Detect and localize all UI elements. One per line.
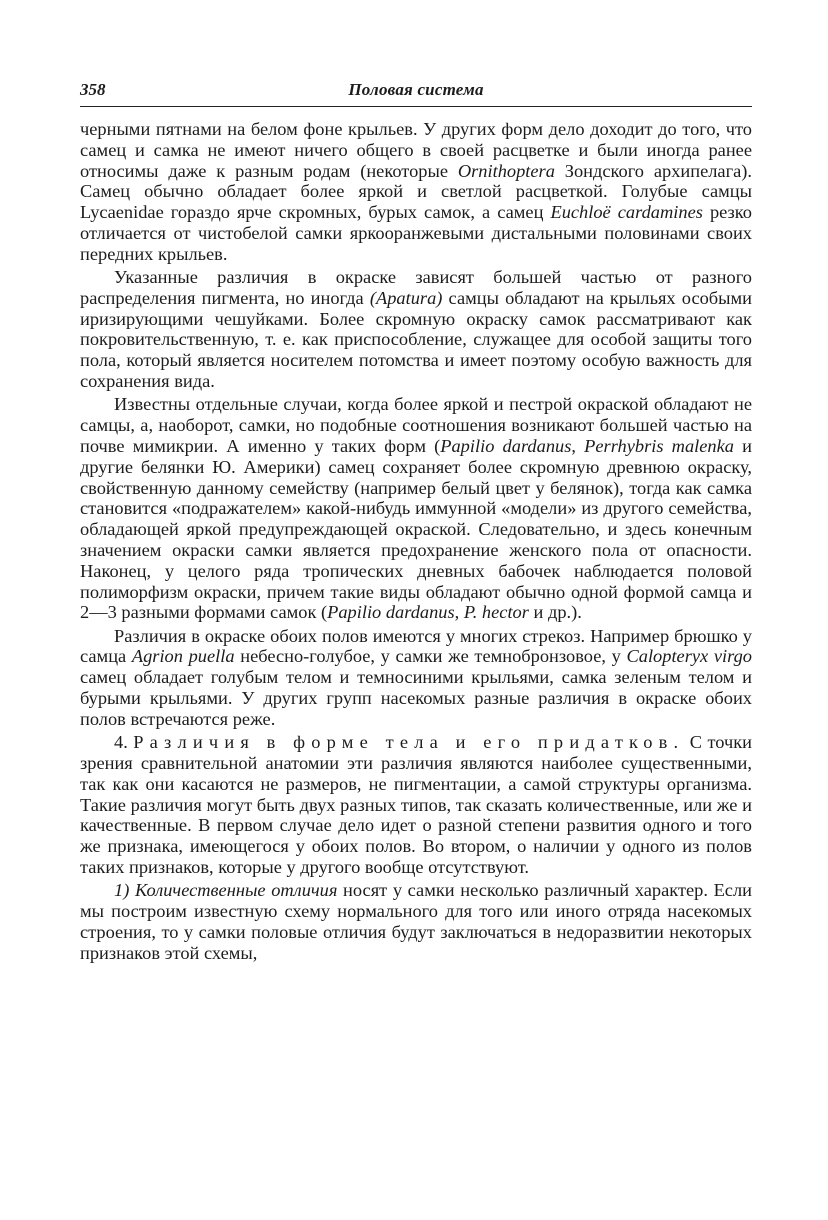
page-number: 358 bbox=[80, 80, 106, 99]
text-run: Известны отдельные случаи, когда более яркой и пестрой окраской обладают не самцы, а, наоборот, самки, но подобные соотношения возникают большей частью на почве мимикрии. А именно у таких форм ( bbox=[80, 394, 752, 456]
paragraph-6 bbox=[80, 880, 752, 963]
body-text bbox=[80, 119, 752, 963]
section-heading: Различия в форме тела и его придатков. bbox=[133, 732, 685, 753]
text-run: резко отличается от чистобелой самки яркооранжевыми дистальными половинами своих передних крыльев. bbox=[80, 202, 752, 264]
text-run: , bbox=[454, 602, 464, 623]
text-run: , bbox=[571, 435, 585, 456]
text-run: Зондского архипелага). Самец обычно обладает более яркой и светлой расцветкой. Голубые самцы Lycaenidae гораздо ярче скромных, бурых самок, а самец bbox=[80, 160, 753, 223]
taxon-name: P. hector bbox=[463, 602, 529, 623]
running-head bbox=[80, 78, 752, 107]
taxon-name: Papilio dardanus bbox=[440, 435, 572, 456]
text-run: носят у самки несколько различный характер. Если мы построим известную схему нормального для того или иного отряда насекомых строения, то у самки половые отличия будут заключаться в недоразвитии некоторых признаков этой схемы, bbox=[80, 880, 752, 963]
text-run: самец обладает голубым телом и темносиними крыльями, самка зеленым телом и бурыми крыльями. У других групп насекомых разные различия в окраске обоих полов встречаются реже. bbox=[80, 667, 752, 729]
subsection-heading: 1) Количественные отличия bbox=[114, 880, 338, 901]
paragraph-3 bbox=[80, 394, 752, 623]
taxon-name: Perrhybris malenka bbox=[584, 435, 734, 456]
taxon-name: (Apatura) bbox=[369, 287, 443, 308]
text-run: и другие белянки Ю. Америки) самец сохраняет более скромную древнюю окраску, свойственную данному семейству (например белый цвет у белянок), тогда как самка становится «подражателем» какой-нибудь иммунной «модели» из другого семейства, обладающей яркой предупреждающей окраской. Следовательно, и здесь конечным значением окраски самки является предохранение женского пола от опасности. Наконец, у целого ряда тропических дневных бабочек наблюдается половой полиморфизм окраски, причем такие виды обладают обычно одной формой самца и 2—3 разными формами самок ( bbox=[80, 435, 752, 623]
taxon-name: Euchloë cardamines bbox=[550, 202, 703, 223]
section-number: 4. bbox=[114, 732, 128, 753]
text-run: С точки зрения сравнительной анатомии эти различия являются наиболее существенными, так как они касаются не размеров, не пигментации, а самой структуры организма. Такие различия могут быть двух разных типов, так сказать количественные, или же и качественные. В первом случае дело идет о разной степени развития одного и того же признака, имеющегося у обоих полов. Во втором, о наличии у одного из полов таких признаков, которые у другого вообще отсутствуют. bbox=[80, 732, 752, 877]
text-run: небесно-голубое, у самки же темнобронзовое, у bbox=[234, 646, 627, 667]
taxon-name: Papilio dardanus bbox=[327, 602, 455, 623]
text-run: и др.). bbox=[528, 602, 582, 623]
text-run: Указанные различия в окраске зависят большей частью от разного распределения пигмента, но иногда bbox=[80, 267, 752, 308]
paragraph-5 bbox=[80, 732, 752, 878]
book-page bbox=[80, 78, 752, 963]
taxon-name: Agrion puella bbox=[131, 646, 235, 667]
text-run: Различия в окраске обоих полов имеются у многих стрекоз. Например брюшко у самца bbox=[80, 625, 752, 667]
text-run: черными пятнами на белом фоне крыльев. У других форм дело доходит до того, что самец и самка не имеют ничего общего в своей расцветке и были иногда ранее относимы даже к разным родам (некоторые bbox=[80, 119, 752, 181]
running-title: Половая система bbox=[348, 80, 484, 99]
text-run: самцы обладают на крыльях особыми иризирующими чешуйками. Более скромную окраску самок рассматривают как покровительственную, т. е. как приспособление, служащее для особой защиты того пола, который является носителем потомства и имеет поэтому особую важность для сохранения вида. bbox=[80, 287, 752, 392]
paragraph-2 bbox=[80, 267, 752, 392]
taxon-name: Ornithoptera bbox=[457, 160, 555, 181]
paragraph-4 bbox=[80, 626, 752, 730]
paragraph-1 bbox=[80, 119, 752, 265]
taxon-name: Calopteryx virgo bbox=[626, 646, 752, 667]
